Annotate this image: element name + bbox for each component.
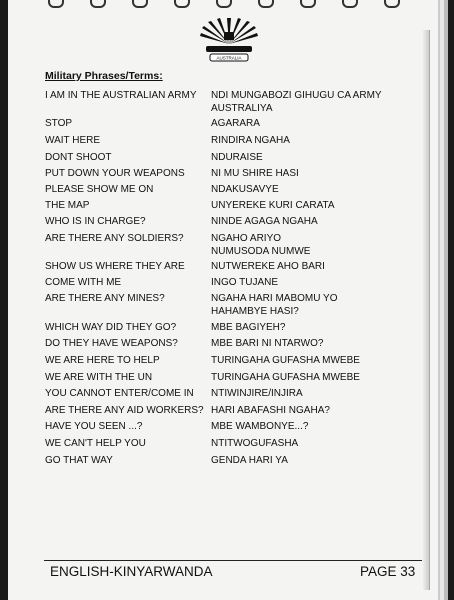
- rising-sun-badge-icon: [198, 18, 260, 64]
- kinyarwanda-phrase: NINDE AGAGA NGAHA: [211, 216, 318, 227]
- english-phrase: DO THEY HAVE WEAPONS?: [45, 338, 178, 349]
- footer-divider: [44, 560, 422, 561]
- booklet-page: [8, 0, 438, 600]
- binding-ring: [384, 0, 400, 8]
- english-phrase: GO THAT WAY: [45, 455, 113, 466]
- kinyarwanda-phrase: NDURAISE: [211, 152, 263, 163]
- kinyarwanda-phrase: RINDIRA NGAHA: [211, 135, 290, 146]
- page-edge: [423, 30, 430, 590]
- binding-ring: [300, 0, 316, 8]
- binding-ring: [216, 0, 232, 8]
- english-phrase: WE CAN'T HELP YOU: [45, 438, 146, 449]
- english-phrase: PLEASE SHOW ME ON: [45, 184, 154, 195]
- section-heading: Military Phrases/Terms:: [45, 70, 163, 82]
- english-phrase: WAIT HERE: [45, 135, 101, 146]
- emblem-text: AUSTRALIA: [216, 55, 242, 61]
- footer-language-title: ENGLISH-KINYARWANDA: [50, 564, 213, 579]
- kinyarwanda-phrase: INGO TUJANE: [211, 277, 279, 288]
- english-phrase: HAVE YOU SEEN ...?: [45, 421, 143, 432]
- kinyarwanda-phrase: MBE BAGIYEH?: [211, 322, 286, 333]
- kinyarwanda-phrase: TURINGAHA GUFASHA MWEBE: [211, 372, 360, 383]
- binding-ring: [48, 0, 64, 8]
- kinyarwanda-phrase: NTIWINJIRE/INJIRA: [211, 388, 303, 399]
- kinyarwanda-phrase: NUTWEREKE AHO BARI: [211, 261, 325, 272]
- spiral-binding: [48, 0, 428, 8]
- english-phrase: WHICH WAY DID THEY GO?: [45, 322, 177, 333]
- english-phrase: THE MAP: [45, 200, 90, 211]
- kinyarwanda-phrase: NTITWOGUFASHA: [211, 438, 299, 449]
- english-phrase: YOU CANNOT ENTER/COME IN: [45, 388, 194, 399]
- binding-ring: [132, 0, 148, 8]
- binding-ring: [342, 0, 358, 8]
- english-phrase: ARE THERE ANY SOLDIERS?: [45, 233, 184, 244]
- english-phrase: I AM IN THE AUSTRALIAN ARMY: [45, 90, 197, 101]
- binding-ring: [258, 0, 274, 8]
- kinyarwanda-phrase: NDI MUNGABOZI GIHUGU CA ARMY AUSTRALIYA: [211, 90, 382, 114]
- kinyarwanda-phrase: MBE BARI NI NTARWO?: [211, 338, 324, 349]
- kinyarwanda-phrase: TURINGAHA GUFASHA MWEBE: [211, 355, 360, 366]
- english-phrase: PUT DOWN YOUR WEAPONS: [45, 168, 185, 179]
- binding-ring: [90, 0, 106, 8]
- english-phrase: COME WITH ME: [45, 277, 122, 288]
- kinyarwanda-phrase: NI MU SHIRE HASI: [211, 168, 299, 179]
- english-phrase: STOP: [45, 118, 73, 129]
- kinyarwanda-phrase: UNYEREKE KURI CARATA: [211, 200, 335, 211]
- english-phrase: SHOW US WHERE THEY ARE: [45, 261, 185, 272]
- english-phrase: WHO IS IN CHARGE?: [45, 216, 146, 227]
- kinyarwanda-phrase: HARI ABAFASHI NGAHA?: [211, 405, 330, 416]
- kinyarwanda-phrase: NDAKUSAVYE: [211, 184, 279, 195]
- kinyarwanda-phrase: AGARARA: [211, 118, 260, 129]
- english-phrase: ARE THERE ANY AID WORKERS?: [45, 405, 204, 416]
- kinyarwanda-phrase: GENDA HARI YA: [211, 455, 288, 466]
- kinyarwanda-phrase: NGAHO ARIYO NUMUSODA NUMWE: [211, 233, 311, 257]
- english-phrase: WE ARE HERE TO HELP: [45, 355, 160, 366]
- binding-ring: [174, 0, 190, 8]
- english-phrase: WE ARE WITH THE UN: [45, 372, 153, 383]
- english-phrase: ARE THERE ANY MINES?: [45, 293, 165, 304]
- english-phrase: DONT SHOOT: [45, 152, 112, 163]
- footer-page-number: PAGE 33: [360, 564, 416, 579]
- kinyarwanda-phrase: MBE WAMBONYE...?: [211, 421, 309, 432]
- kinyarwanda-phrase: NGAHA HARI MABOMU YO HAHAMBYE HASI?: [211, 293, 338, 317]
